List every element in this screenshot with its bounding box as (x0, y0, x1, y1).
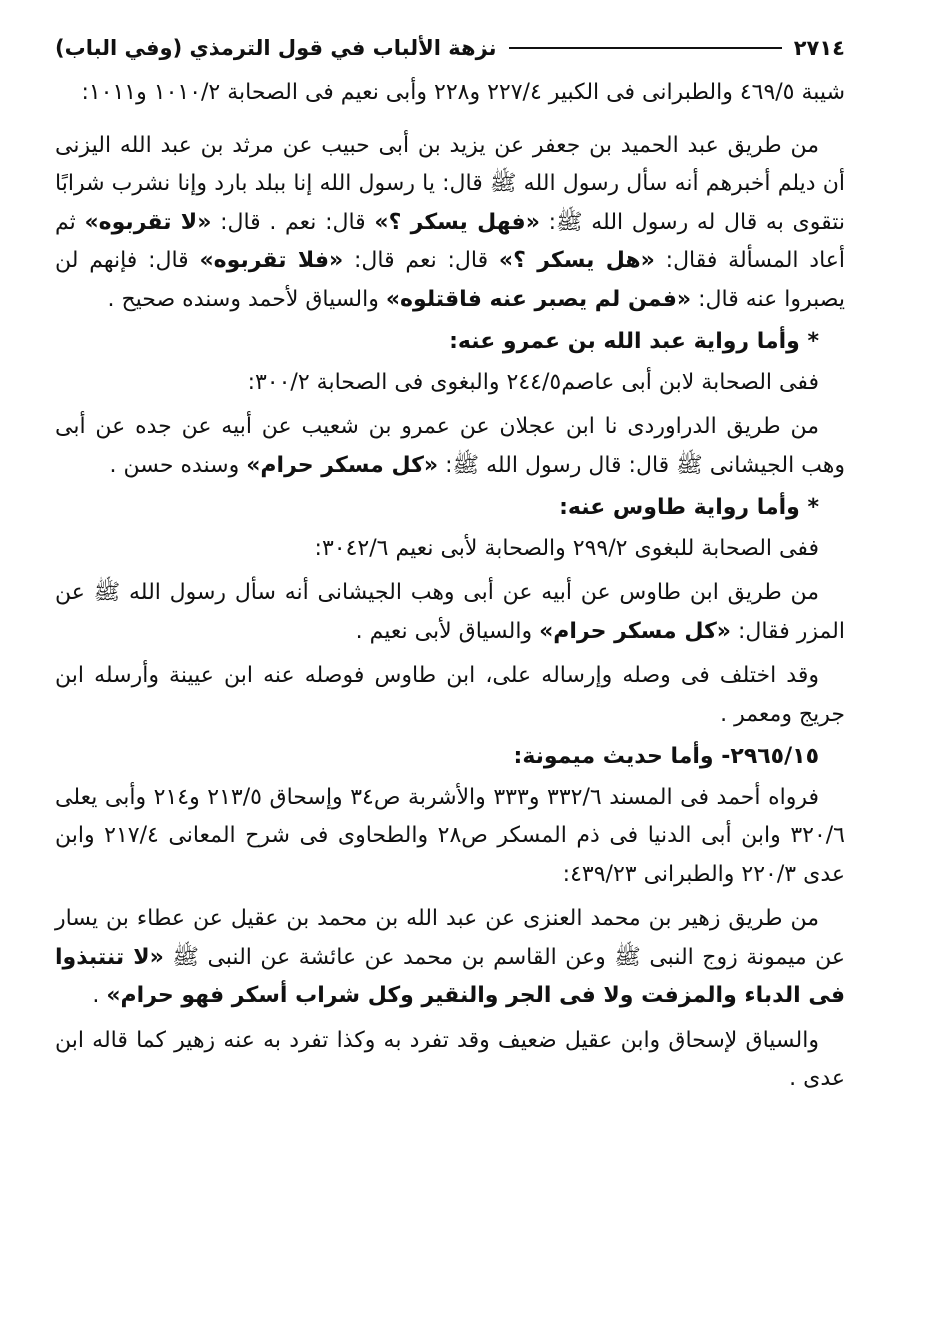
running-title: نزهة الألباب في قول الترمذي (وفي الباب) (55, 36, 497, 60)
quote: «فهل يسكر ؟» (374, 209, 540, 235)
paragraph-hadith-darawardi: من طريق الدراوردى نا ابن عجلان عن عمرو بن شعيب عن أبيه عن جده عن أبى وهب الجيشانى ﷺ قال: قال رسول الله ﷺ: «كل مسكر حرام» وسنده حسن . (55, 414, 845, 478)
paragraph-sources-3: ففى الصحابة للبغوى ٢٩٩/٢ والصحابة لأبى نعيم ٣٠٤٢/٦: (314, 535, 819, 561)
page-header (55, 28, 845, 68)
quote: «هل يسكر ؟» (498, 248, 655, 273)
quote: «فلا تقربوه» (199, 248, 344, 273)
paragraph-sources-2: ففى الصحابة لابن أبى عاصم٢٤٤/٥ والبغوى فى الصحابة ٣٠٠/٢: (247, 369, 819, 395)
quote: «كل مسكر حرام» (246, 452, 439, 478)
quote: «لا تقربوه» (84, 209, 212, 235)
header-rule (509, 47, 782, 49)
paragraph-sources-4: فرواه أحمد فى المسند ٣٣٢/٦ و٣٣٣ والأشربة ص٣٤ وإسحاق ٢١٣/٥ و٢١٤ وأبى يعلى ٣٢٠/٦ وابن أبى الدنيا فى ذم المسكر ص٢٨ والطحاوى فى شرح المعانى ٢١٧/٤ وابن عدى ٢٢٠/٣ والطبرانى ٤٣٩/٢٣: (55, 784, 845, 887)
paragraph-sources-1: شيبة ٤٦٩/٥ والطبرانى فى الكبير ٢٢٧/٤ و٢٢٨ وأبى نعيم فى الصحابة ١٠١٠/٢ و١٠١١: (81, 80, 845, 105)
paragraph-hadith-ibn-tawus: من طريق ابن طاوس عن أبيه عن أبى وهب الجيشانى أنه سأل رسول الله ﷺ عن المزر فقال: «كل مسكر حرام» والسياق لأبى نعيم . (55, 580, 845, 644)
quote: «فمن لم يصبر عنه فاقتلوه» (385, 286, 692, 312)
quote: «لا تنتبذوا فى الدباء والمزفت ولا فى الجر والنقير وكل شراب أسكر فهو حرام» (55, 944, 845, 1008)
paragraph-conclusion: والسياق لإسحاق وابن عقيل ضعيف وقد تفرد به وكذا تفرد به عنه زهير كما قاله ابن عدى . (55, 1027, 845, 1091)
section-heading-abdullah-ibn-amr: * وأما رواية عبد الله بن عمرو عنه: (449, 329, 819, 354)
section-heading-maymuna: ٢٩٦٥/١٥- وأما حديث ميمونة: (513, 744, 819, 769)
page-number: ٢٧١٤ (793, 36, 845, 60)
quote: «كل مسكر حرام» (539, 618, 731, 644)
section-heading-tawus: * وأما رواية طاوس عنه: (559, 495, 819, 520)
paragraph-hadith-daylam: من طريق عبد الحميد بن جعفر عن يزيد بن أبى حبيب عن مرثد بن عبد الله اليزنى أن ديلم أخبرهم أنه سأل رسول الله ﷺ قال: يا رسول الله إنا ببلد بارد وإنا نشرب شرابًا نتقوى به قال له رسول الله ﷺ: «فهل يسكر ؟» قال: نعم . قال: «لا تقربوه» ثم أعاد المسألة فقال: «هل يسكر ؟» قال: نعم قال: «فلا تقربوه» قال: فإنهم لن يصبروا عنه قال: «فمن لم يصبر عنه فاقتلوه» والسياق لأحمد وسنده صحيح . (55, 132, 846, 312)
paragraph-hadith-zuhayr: من طريق زهير بن محمد العنزى عن عبد الله بن محمد بن عقيل عن عطاء بن يسار عن ميمونة زوج النبى ﷺ وعن القاسم بن محمد عن عائشة عن النبى ﷺ «لا تنتبذوا فى الدباء والمزفت ولا فى الجر والنقير وكل شراب أسكر فهو حرام» . (55, 906, 845, 1008)
paragraph-disagreement: وقد اختلف فى وصله وإرساله على، ابن طاوس فوصله عنه ابن عيينة وأرسله ابن جريج ومعمر . (55, 663, 845, 727)
book-page (55, 28, 845, 1318)
